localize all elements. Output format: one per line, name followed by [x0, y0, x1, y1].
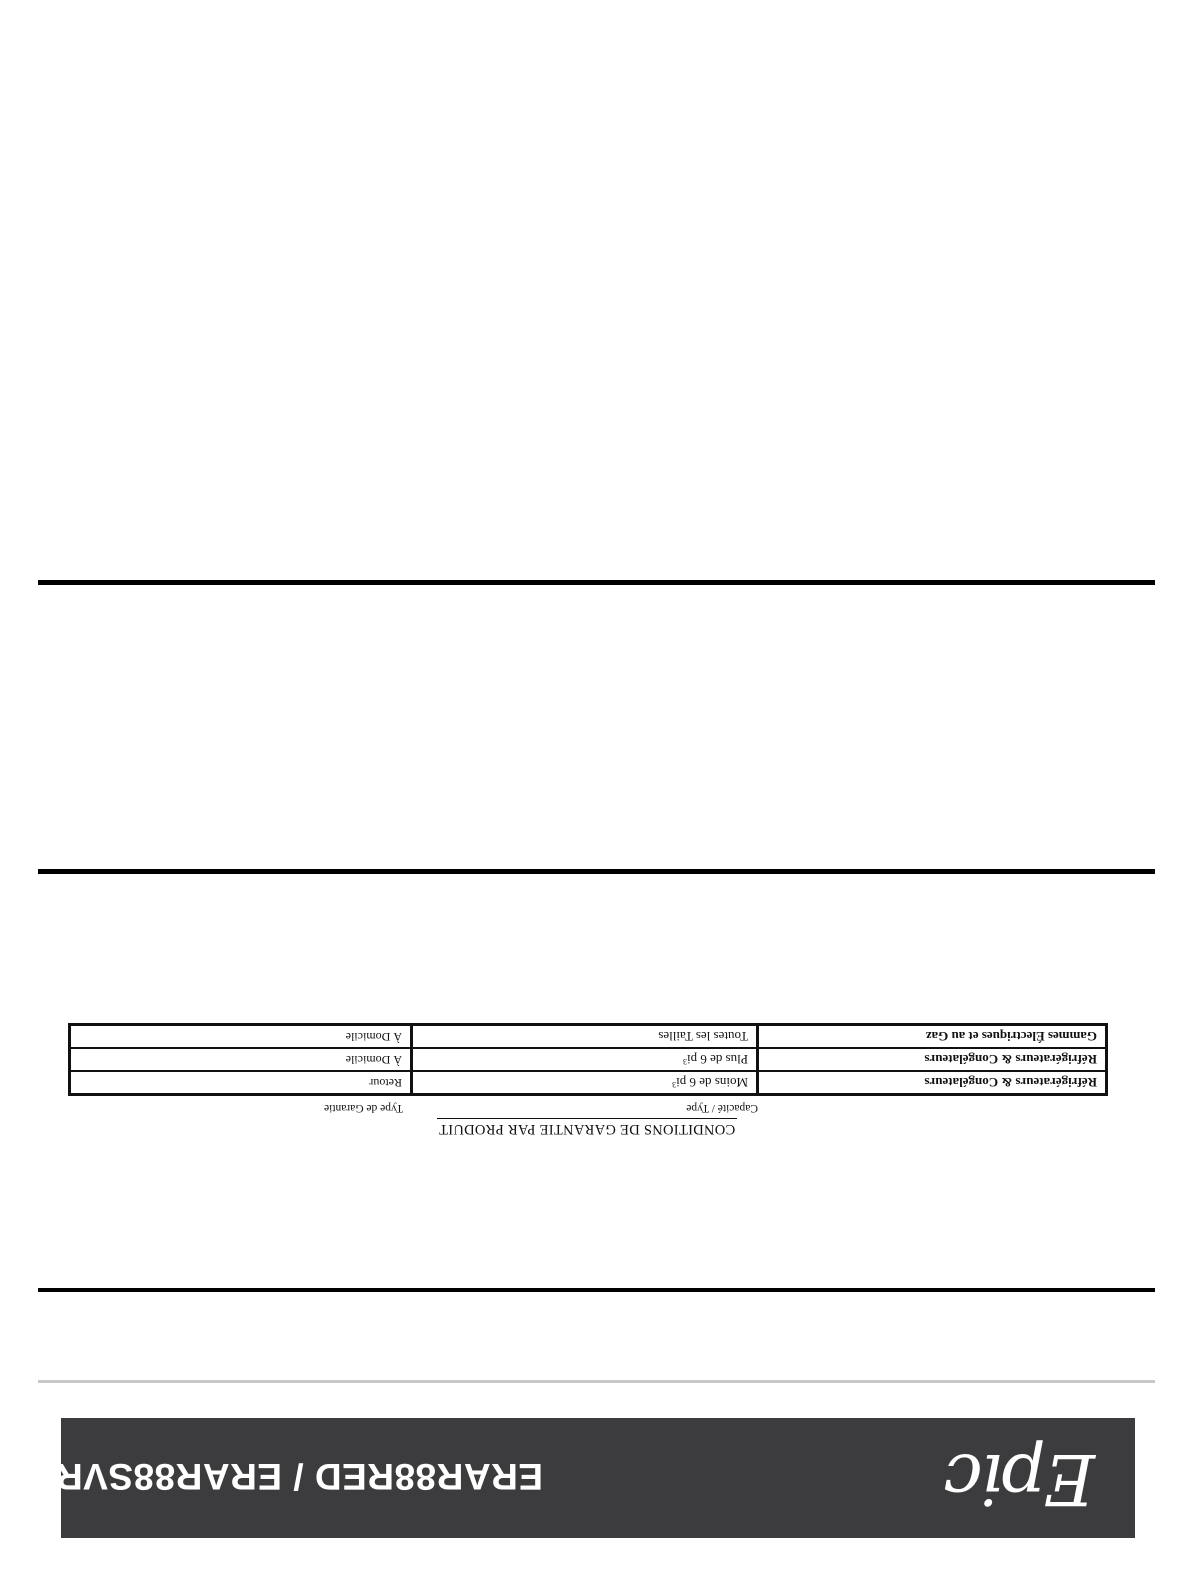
column-header-capacity-type: Capacité / Type — [686, 1102, 758, 1114]
warranty-conditions-section — [66, 1016, 1108, 1138]
capacity-text: Plus de 6 pi — [686, 1052, 748, 1067]
warranty-title-text: CONDITIONS DE GARANTIE PAR PRODUIT — [437, 1118, 737, 1138]
product-cell: Réfrigérateurs & Congélateurs — [758, 1048, 1107, 1071]
capacity-superscript: 3 — [672, 1080, 677, 1089]
table-row — [70, 1025, 1107, 1049]
capacity-superscript: 3 — [682, 1057, 687, 1066]
warranty-type-cell: À Domicile — [70, 1048, 412, 1071]
warranty-title — [66, 1118, 1108, 1138]
capacity-cell — [412, 1048, 758, 1071]
warranty-type-cell: À Domicile — [70, 1025, 412, 1049]
warranty-table — [68, 1023, 1108, 1096]
footer-content-rotated — [55, 1418, 1135, 1538]
divider-rule-1 — [38, 580, 1155, 585]
capacity-text: Toutes les Tailles — [658, 1029, 748, 1044]
capacity-text: Moins de 6 pi — [676, 1075, 748, 1090]
column-header-warranty-type: Type de Garantie — [323, 1102, 403, 1114]
table-row — [70, 1071, 1107, 1095]
capacity-cell — [412, 1071, 758, 1095]
capacity-cell — [412, 1025, 758, 1049]
epic-logo: Epic — [945, 1438, 1095, 1520]
divider-rule-2 — [38, 869, 1155, 874]
divider-rule-light — [38, 1380, 1155, 1383]
footer-band — [55, 1418, 1135, 1538]
divider-rule-3 — [38, 1288, 1155, 1292]
model-number: ERAR88RED / ERAR88SVR — [55, 1456, 543, 1497]
product-cell: Gammes Électriques et au Gaz — [758, 1025, 1107, 1049]
warranty-type-cell: Retour — [369, 1076, 402, 1090]
table-row — [70, 1048, 1107, 1071]
product-cell: Réfrigérateurs & Congélateurs — [758, 1071, 1107, 1095]
